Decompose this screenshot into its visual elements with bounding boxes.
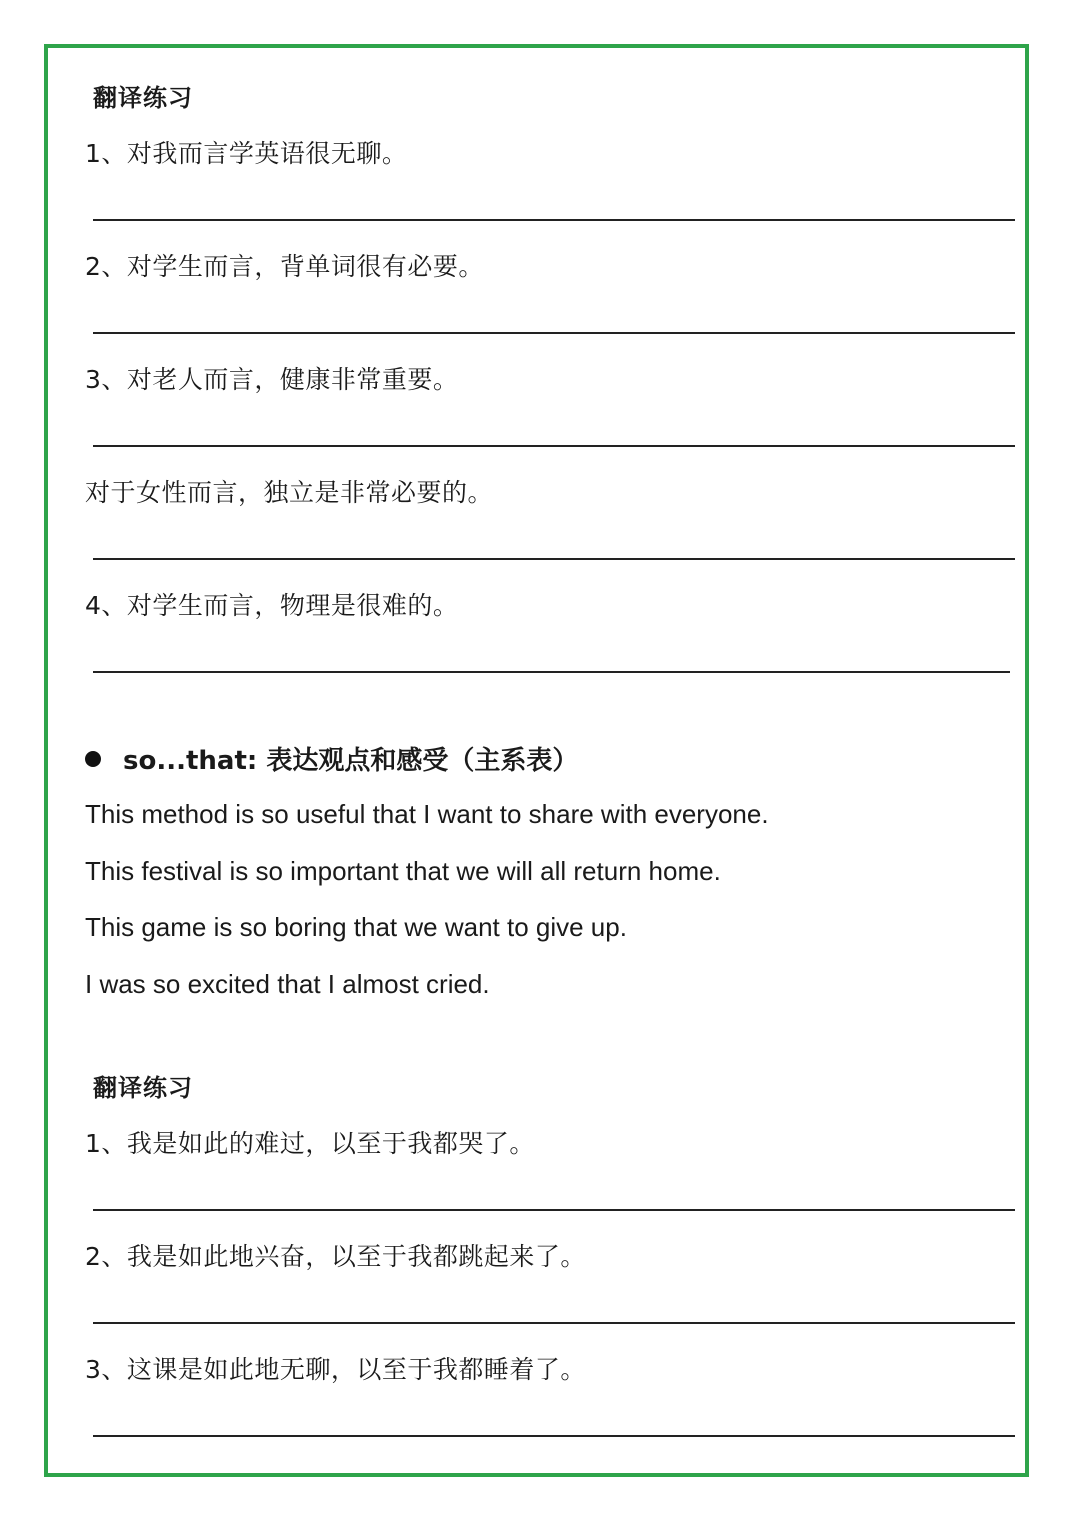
practice-item: 4、对学生而言，物理是很难的。: [85, 591, 459, 620]
practice-item: 1、我是如此的难过，以至于我都哭了。: [85, 1129, 535, 1158]
practice-item: 1、对我而言学英语很无聊。: [85, 139, 408, 168]
answer-line[interactable]: [93, 1322, 1015, 1324]
practice-item: 2、我是如此地兴奋，以至于我都跳起来了。: [85, 1242, 586, 1271]
answer-line[interactable]: [93, 219, 1015, 221]
practice-heading: 翻译练习: [93, 84, 193, 112]
section-title: [85, 740, 578, 777]
answer-line[interactable]: [93, 332, 1015, 334]
practice-item: 对于女性而言，独立是非常必要的。: [85, 478, 494, 507]
answer-line[interactable]: [93, 445, 1015, 447]
answer-line[interactable]: [93, 671, 1010, 673]
example-sentence: This festival is so important that we will all return home.: [85, 856, 721, 886]
answer-line[interactable]: [93, 1435, 1015, 1437]
practice-item: 3、这课是如此地无聊，以至于我都睡着了。: [85, 1355, 586, 1384]
practice-heading: 翻译练习: [93, 1074, 193, 1102]
example-sentence: This game is so boring that we want to give up.: [85, 912, 627, 942]
answer-line[interactable]: [93, 558, 1015, 560]
bullet-icon: [85, 751, 101, 767]
section-title-text: so...that: 表达观点和感受（主系表）: [123, 746, 579, 776]
example-sentence: I was so excited that I almost cried.: [85, 969, 490, 999]
example-sentence: This method is so useful that I want to share with everyone.: [85, 799, 769, 829]
answer-line[interactable]: [93, 1209, 1015, 1211]
practice-item: 2、对学生而言，背单词很有必要。: [85, 252, 484, 281]
practice-item: 3、对老人而言，健康非常重要。: [85, 365, 459, 394]
